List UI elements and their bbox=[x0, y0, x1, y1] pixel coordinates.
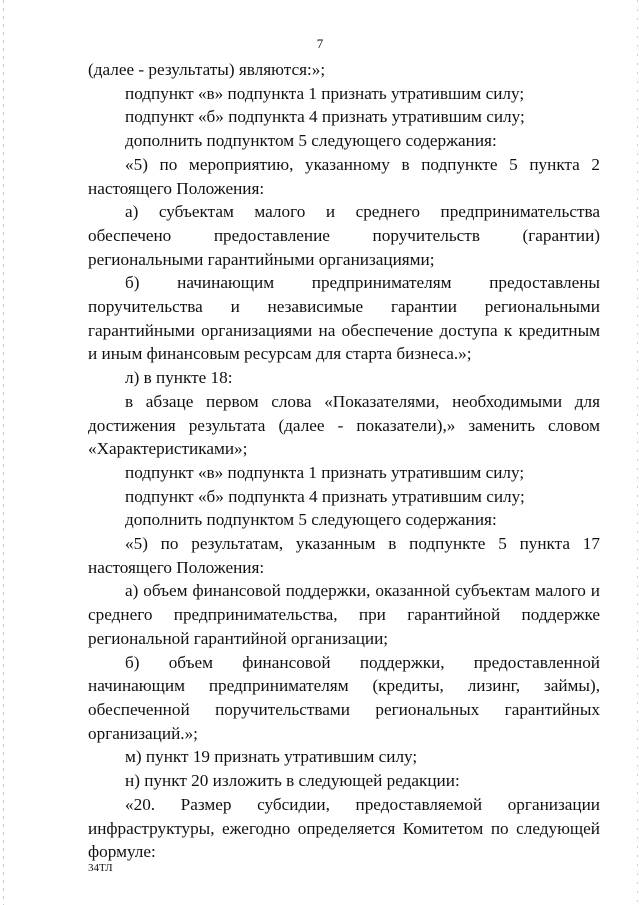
paragraph: б) начинающим предпринимателям предоставлены поручительства и независимые гарантии региональными гарантийными организациями на обеспечение доступа к кредитным и иным финансовым ресурсам для старта бизнеса.»; bbox=[88, 273, 600, 364]
paragraph: (далее - результаты) являются:»; bbox=[88, 60, 326, 79]
paragraph: а) объем финансовой поддержки, оказанной субъектам малого и среднего предпринимательства, при гарантийной поддержке региональной гарантийной организации; bbox=[88, 581, 600, 648]
paragraph: подпункт «в» подпункта 1 признать утратившим силу; bbox=[125, 83, 525, 103]
paragraph: «20. Размер субсидии, предоставляемой организации инфраструктуры, ежегодно определяется Комитетом по следующей формуле: bbox=[88, 794, 600, 862]
paragraph: н) пункт 20 изложить в следующей редакции: bbox=[125, 771, 460, 791]
paragraph: подпункт «б» подпункта 4 признать утратившим силу; bbox=[125, 107, 525, 127]
paragraph: л) в пункте 18: bbox=[125, 368, 233, 388]
scan-edge-left bbox=[3, 0, 4, 905]
paragraph: «5) по результатам, указанным в подпункте 5 пункта 17 настоящего Положения: bbox=[88, 534, 600, 577]
paragraph: б) объем финансовой поддержки, предоставленной начинающим предпринимателям (кредиты, лизинг, займы), обеспеченной поручительствами региональных гарантийных организаций.»; bbox=[88, 652, 600, 743]
paragraph: подпункт «б» подпункта 4 признать утратившим силу; bbox=[125, 486, 525, 506]
paragraph: дополнить подпунктом 5 следующего содержания: bbox=[125, 510, 497, 530]
paragraph: а) субъектам малого и среднего предпринимательства обеспечено предоставление поручительств (гарантии) региональными гарантийными организациями; bbox=[88, 202, 600, 269]
document-code: 34ТЛ bbox=[88, 862, 113, 874]
paragraph: в абзаце первом слова «Показателями, необходимыми для достижения результата (далее - показатели),» заменить словом «Характеристиками»; bbox=[88, 391, 600, 459]
document-body bbox=[88, 58, 600, 864]
paragraph: подпункт «в» подпункта 1 признать утратившим силу; bbox=[125, 462, 525, 482]
paragraph: дополнить подпунктом 5 следующего содержания: bbox=[125, 131, 497, 151]
page-number: 7 bbox=[316, 36, 324, 51]
scan-edge-right bbox=[637, 0, 638, 905]
paragraph: «5) по мероприятию, указанному в подпункте 5 пункта 2 настоящего Положения: bbox=[88, 154, 600, 198]
paragraph: м) пункт 19 признать утратившим силу; bbox=[125, 747, 418, 767]
